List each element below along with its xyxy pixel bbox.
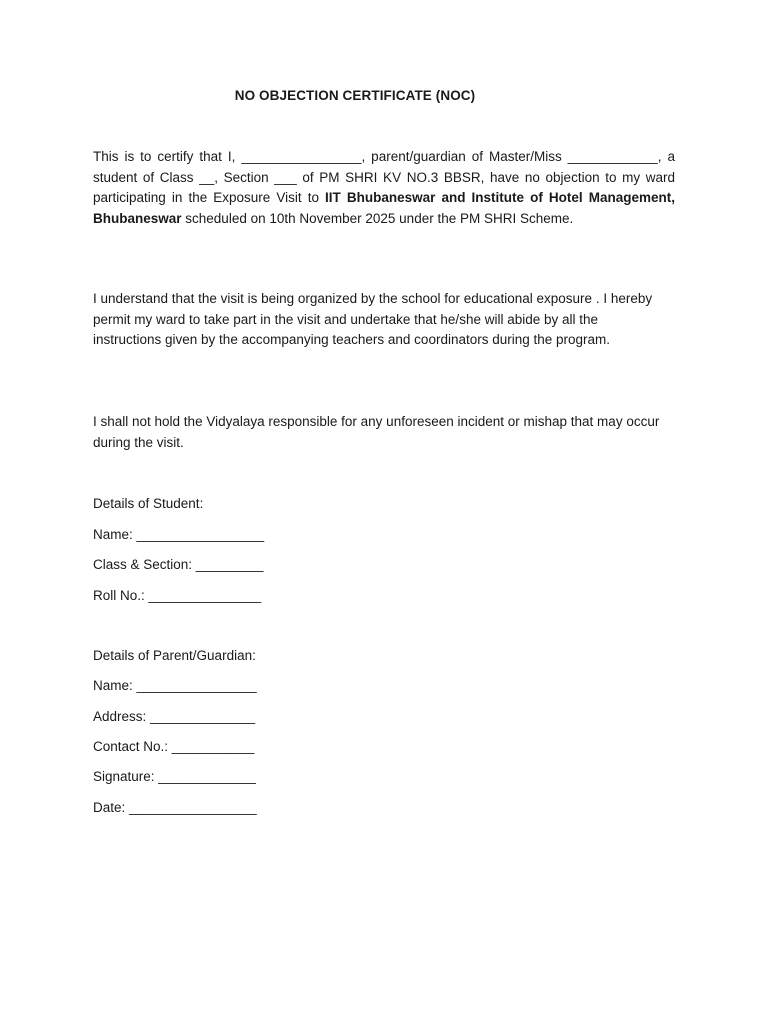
student-details-heading: Details of Student: [93,496,204,511]
parent-address-field: Address: ______________ [93,709,256,724]
parent-contact-field: Contact No.: ___________ [93,739,255,754]
student-class-section-field: Class & Section: _________ [93,557,264,572]
student-name-field: Name: _________________ [93,527,265,542]
date-field: Date: _________________ [93,800,257,815]
student-roll-no-field: Roll No.: _______________ [93,588,262,603]
parent-details-heading: Details of Parent/Guardian: [93,648,256,663]
certification-paragraph [93,147,675,230]
permission-paragraph: I understand that the visit is being organized by the school for educational exposure . I hereby permit my ward to take part in the visit and undertake that he/she will abide by all the instructions given by the accompanying teachers and coordinators during the program. [93,291,653,348]
parent-signature-field: Signature: _____________ [93,769,256,784]
certification-text-start: This is to certify that I, ________________, parent/guardian of Master/Miss ____________, a student of Class __, Section ___ of PM SHRI KV NO.3 BBSR, have no objection to my ward participating in the Exposure Visit to [93,149,675,206]
document-title: NO OBJECTION CERTIFICATE (NOC) [234,88,476,103]
visit-destination: IIT Bhubaneswar and Institute of Hotel Management, Bhubaneswar [93,190,675,227]
parent-name-field: Name: ________________ [93,678,257,693]
liability-paragraph: I shall not hold the Vidyalaya responsible for any unforeseen incident or mishap that may occur during the visit. [93,414,660,450]
certification-text-end: scheduled on 10th November 2025 under the PM SHRI Scheme. [181,211,574,227]
